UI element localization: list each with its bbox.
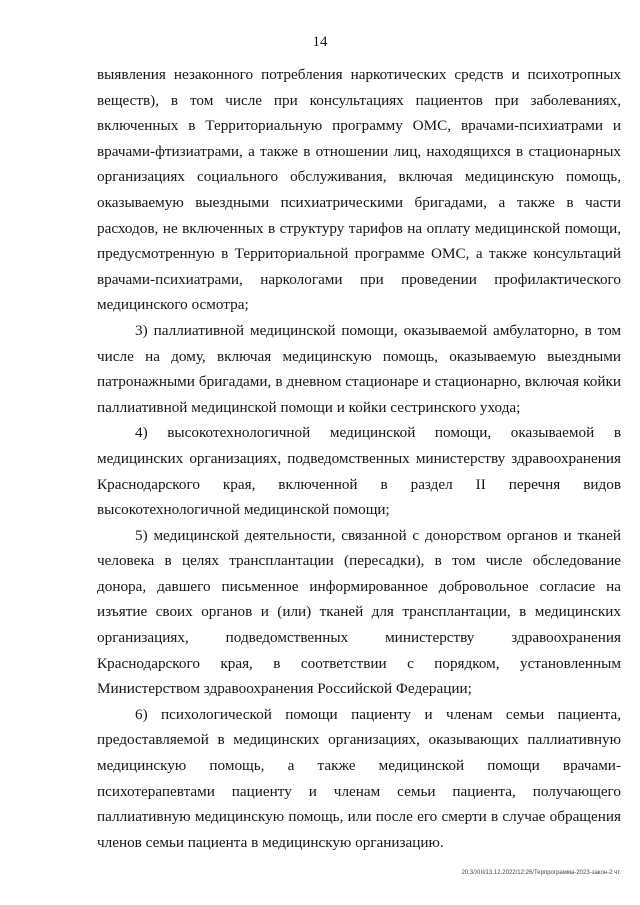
paragraph-continuation: выявления незаконного потребления наркотических средств и психотропных веществ), в том числе при консультациях пациентов при заболеваниях, включенных в Территориальную программу ОМС, врачами-психиатрами и врачами-фтизиатрами, а также в отношении лиц, находящихся в стационарных организациях социального обслуживания, включая медицинскую помощь, оказываемую выездными психиатрическими бригадами, а также в части расходов, не включенных в структуру тарифов на оплату медицинской помощи, предусмотренную в Территориальной программе ОМС, а также консультаций врачами-психиатрами, наркологами при проведении профилактического медицинского осмотра; — [97, 66, 621, 314]
paragraph-item-4: 4) высокотехнологичной медицинской помощи, оказываемой в медицинских организациях, подведомственных министерству здравоохранения Краснодарского края, включенной в раздел II перечня видов высокотехнологичной медицинской помощи; — [97, 424, 621, 519]
paragraph-item-6: 6) психологической помощи пациенту и членам семьи пациента, предоставляемой в медицинских организациях, оказывающих паллиативную медицинскую помощь, а также медицинской помощи врачами-психотерапевтами пациенту и членам семьи пациента, получающего паллиативную медицинскую помощь, или после его смерти в случае обращения членов семьи пациента в медицинскую организацию. — [97, 705, 621, 851]
page-number: 14 — [312, 34, 328, 50]
document-body — [97, 62, 621, 855]
footer-file-reference: 20.3/XIII/13.12.2022/12:26/Терпрограмма-2023-закон-2 чт. — [461, 870, 621, 876]
paragraph-item-5: 5) медицинской деятельности, связанной с донорством органов и тканей человека в целях трансплантации (пересадки), в том числе обследование донора, давшего письменное информированное добровольное согласие на изъятие своих органов и (или) тканей для трансплантации, в медицинских организациях, подведомственных министерству здравоохранения Краснодарского края, в соответствии с порядком, установленным Министерством здравоохранения Российской Федерации; — [97, 526, 621, 698]
paragraph-item-3: 3) паллиативной медицинской помощи, оказываемой амбулаторно, в том числе на дому, включая медицинскую помощь, оказываемую выездными патронажными бригадами, в дневном стационаре и стационарно, включая койки паллиативной медицинской помощи и койки сестринского ухода; — [97, 321, 621, 416]
